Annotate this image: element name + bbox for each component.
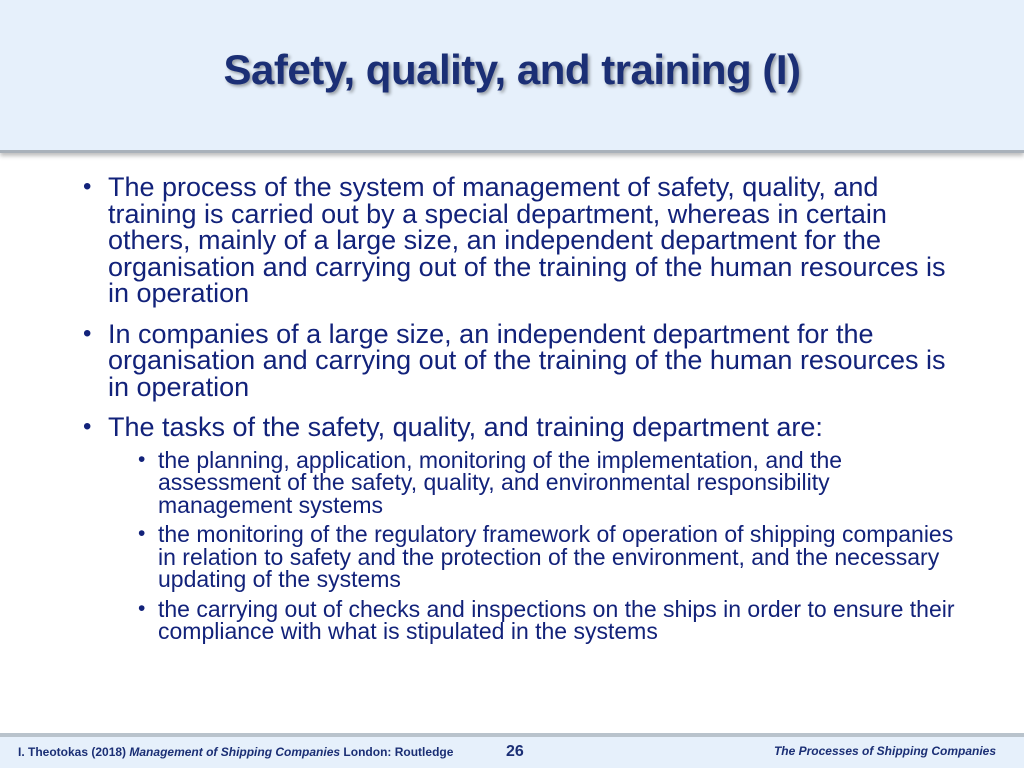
footer-citation [18, 745, 453, 759]
sub-bullet-text: the monitoring of the regulatory framework of operation of shipping companies in relation to safety and the protection of the environment, and the necessary updating of the systems [158, 521, 954, 592]
sub-bullet-item [108, 523, 960, 591]
bullet-item [80, 318, 960, 402]
slide-header [0, 0, 1024, 153]
page-number: 26 [506, 743, 524, 760]
footer-book-title: Management of Shipping Companies [129, 745, 341, 759]
footer-publisher: London: Routledge [343, 745, 454, 759]
sub-bullet-item [108, 446, 960, 518]
bullet-text: The tasks of the safety, quality, and training department are: [108, 412, 823, 442]
sub-bullet-text: the planning, application, monitoring of the implementation, and the assessment of the safety, quality, and environmental responsibility management systems [158, 446, 843, 518]
bullet-text: The process of the system of management of safety, quality, and training is carried out by a special department, whereas in certain others, mainly of a large size, an independent department for the organisation and carrying out of the training of the human resources is in operation [108, 172, 946, 308]
footer-author: I. Theotokas (2018) [18, 745, 127, 759]
slide-title: Safety, quality, and training (I) [223, 46, 801, 93]
sub-bullet-text: the carrying out of checks and inspections on the ships in order to ensure their compliance with what is stipulated in the systems [158, 595, 955, 644]
bullet-item [80, 414, 960, 643]
bullet-text: In companies of a large size, an independent department for the organisation and carrying out of the training of the human resources is in operation [108, 318, 946, 402]
slide-content [80, 174, 960, 657]
sub-bullet-list [108, 446, 960, 644]
bullet-list [80, 174, 960, 643]
footer-topic: The Processes of Shipping Companies [773, 744, 996, 758]
sub-bullet-item [108, 595, 960, 644]
bullet-item [80, 174, 960, 307]
